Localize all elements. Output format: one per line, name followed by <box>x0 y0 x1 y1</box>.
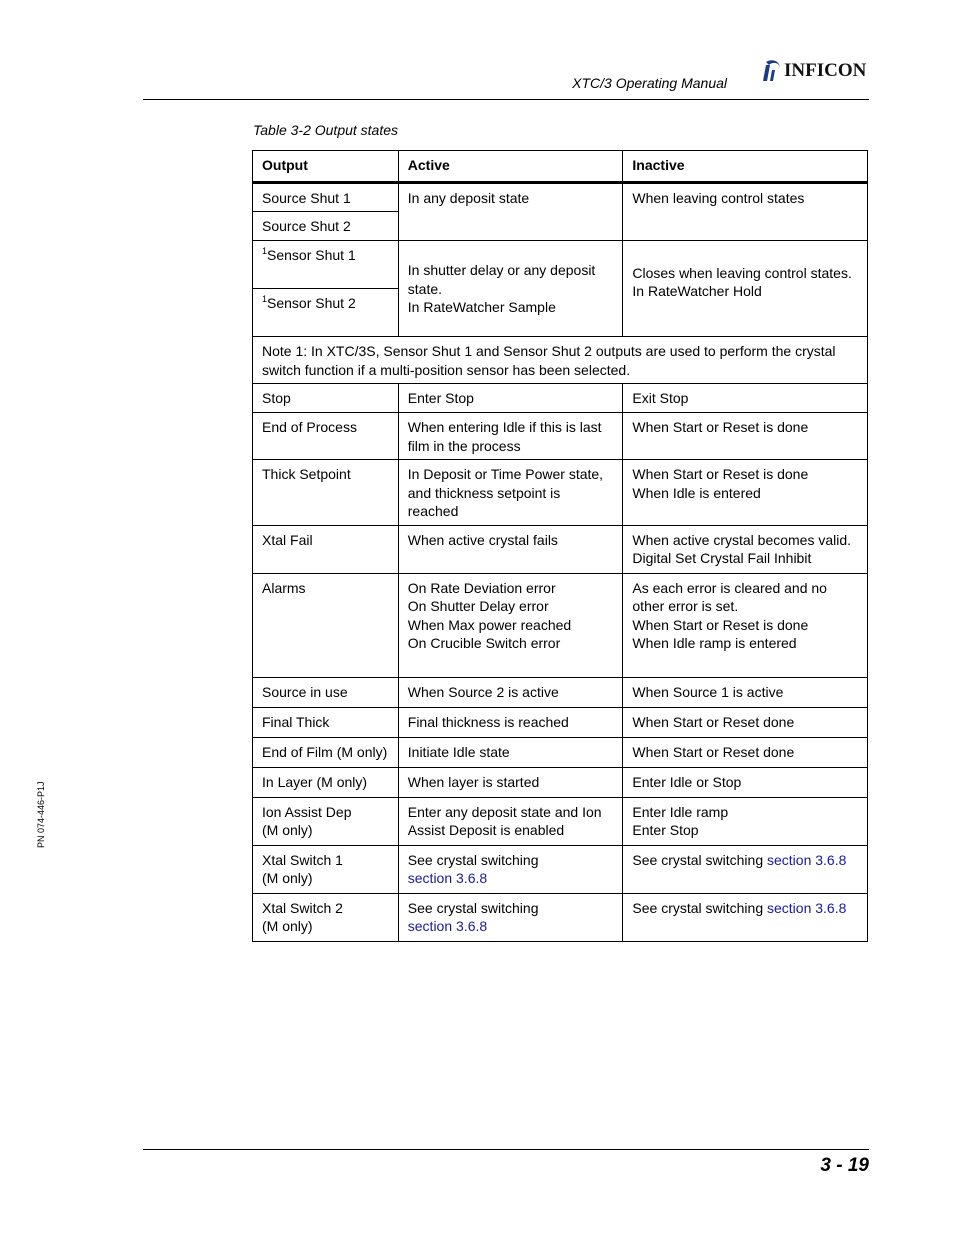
active-cell: Enter Stop <box>398 384 623 413</box>
inactive-cell: Enter Idle or Stop <box>623 767 868 797</box>
inactive-cell <box>623 241 868 337</box>
active-line: On Crucible Switch error <box>407 635 561 651</box>
section-link[interactable]: section 3.6.8 <box>407 870 488 886</box>
inactive-line: When Idle ramp is entered <box>632 635 797 651</box>
table-row <box>253 460 868 526</box>
output-line: Ion Assist Dep <box>262 803 352 820</box>
table-row <box>253 384 868 413</box>
output-cell: End of Film (M only) <box>253 737 399 767</box>
active-cell: When active crystal fails <box>398 525 623 573</box>
output-cell: In Layer (M only) <box>253 767 399 797</box>
output-line: Xtal Switch 2 <box>262 899 343 916</box>
output-cell: End of Process <box>253 413 399 460</box>
active-cell: When layer is started <box>398 767 623 797</box>
active-cell: Final thickness is reached <box>398 707 623 737</box>
output-line: (M only) <box>262 822 313 838</box>
inactive-text: See crystal switching <box>632 851 767 868</box>
table-row <box>253 797 868 845</box>
active-line: See crystal switching <box>407 851 539 868</box>
column-header-output: Output <box>253 151 399 183</box>
column-header-active: Active <box>398 151 623 183</box>
column-header-inactive: Inactive <box>623 151 868 183</box>
output-line: Xtal Switch 1 <box>262 851 343 868</box>
table-row <box>253 845 868 893</box>
active-line: In RateWatcher Sample <box>407 299 556 316</box>
manual-title: XTC/3 Operating Manual <box>572 75 727 91</box>
active-line: When Max power reached <box>407 616 572 633</box>
active-cell <box>398 845 623 893</box>
output-cell: Thick Setpoint <box>253 460 399 526</box>
active-cell: When entering Idle if this is last film in the process <box>398 413 623 460</box>
active-line: See crystal switching <box>407 899 539 916</box>
active-cell <box>398 893 623 941</box>
table-row <box>253 893 868 941</box>
page-number: 3 - 19 <box>820 1155 869 1176</box>
active-line: In shutter delay or any deposit state. <box>407 262 596 297</box>
table-row <box>253 413 868 460</box>
table-caption: Table 3-2 Output states <box>253 122 399 138</box>
table-row <box>253 573 868 677</box>
section-link[interactable]: section 3.6.8 <box>767 851 847 868</box>
inactive-cell: When Source 1 is active <box>623 677 868 707</box>
inactive-line: Enter Stop <box>632 822 699 838</box>
output-cell: Final Thick <box>253 707 399 737</box>
inficon-logo-icon <box>760 59 782 83</box>
inactive-cell <box>623 525 868 573</box>
footnote-marker: 1 <box>262 246 268 256</box>
inficon-logo <box>760 58 866 84</box>
table-header-row <box>253 151 868 183</box>
output-cell: Stop <box>253 384 399 413</box>
inactive-cell <box>623 893 868 941</box>
logo-wordmark: INFICON <box>784 60 867 81</box>
active-cell: In Deposit or Time Power state, and thickness setpoint is reached <box>398 460 623 526</box>
inactive-line: When active crystal becomes valid. <box>632 531 852 548</box>
active-cell: In any deposit state <box>398 182 623 241</box>
inactive-cell <box>623 845 868 893</box>
output-cell <box>253 893 399 941</box>
active-cell <box>398 573 623 677</box>
inactive-cell: When leaving control states <box>623 182 868 241</box>
table-row <box>253 525 868 573</box>
inactive-cell: When Start or Reset done <box>623 707 868 737</box>
section-link[interactable]: section 3.6.8 <box>407 918 488 934</box>
active-cell: When Source 2 is active <box>398 677 623 707</box>
inactive-line: When Idle is entered <box>632 484 761 501</box>
active-cell: Initiate Idle state <box>398 737 623 767</box>
output-line: (M only) <box>262 918 313 934</box>
active-cell <box>398 241 623 337</box>
inactive-line: When Start or Reset is done <box>632 466 809 482</box>
part-number: PN 074-446-P1J <box>36 781 46 848</box>
active-line: On Rate Deviation error <box>407 579 556 596</box>
inactive-line: Closes when leaving control states. <box>632 264 852 281</box>
footer-rule <box>143 1149 869 1150</box>
inactive-cell <box>623 797 868 845</box>
inactive-cell <box>623 460 868 526</box>
header-rule <box>143 99 869 100</box>
table-row <box>253 241 868 289</box>
inactive-line: As each error is cleared and no other error is set. <box>632 579 827 614</box>
active-cell: Enter any deposit state and Ion Assist Deposit is enabled <box>398 797 623 845</box>
inactive-cell <box>623 573 868 677</box>
output-cell: Alarms <box>253 573 399 677</box>
output-cell: Source Shut 1 <box>253 182 399 212</box>
table-row <box>253 737 868 767</box>
table-row <box>253 337 868 384</box>
output-cell: Xtal Fail <box>253 525 399 573</box>
footnote-marker: 1 <box>262 294 268 304</box>
inactive-text: See crystal switching <box>632 899 767 916</box>
inactive-line: In RateWatcher Hold <box>632 283 762 299</box>
inactive-cell: Exit Stop <box>623 384 868 413</box>
output-label: Sensor Shut 1 <box>267 247 356 263</box>
output-line: (M only) <box>262 870 313 886</box>
output-cell <box>253 241 399 289</box>
table-row <box>253 182 868 212</box>
inactive-cell: When Start or Reset is done <box>623 413 868 460</box>
inactive-cell: When Start or Reset done <box>623 737 868 767</box>
output-states-table <box>252 150 868 942</box>
table-row <box>253 767 868 797</box>
output-cell <box>253 797 399 845</box>
output-cell <box>253 289 399 337</box>
inactive-line: Digital Set Crystal Fail Inhibit <box>632 550 812 566</box>
output-label: Sensor Shut 2 <box>267 295 356 311</box>
note-cell: Note 1: In XTC/3S, Sensor Shut 1 and Sensor Shut 2 outputs are used to perform the crystal switch function if a multi-position sensor has been selected. <box>253 337 868 384</box>
active-line: On Shutter Delay error <box>407 598 549 614</box>
output-cell: Source Shut 2 <box>253 212 399 241</box>
table-row <box>253 677 868 707</box>
inactive-line: Enter Idle ramp <box>632 803 729 820</box>
table-row <box>253 707 868 737</box>
section-link[interactable]: section 3.6.8 <box>767 899 847 916</box>
inactive-line: When Start or Reset is done <box>632 616 809 633</box>
output-cell: Source in use <box>253 677 399 707</box>
output-cell <box>253 845 399 893</box>
